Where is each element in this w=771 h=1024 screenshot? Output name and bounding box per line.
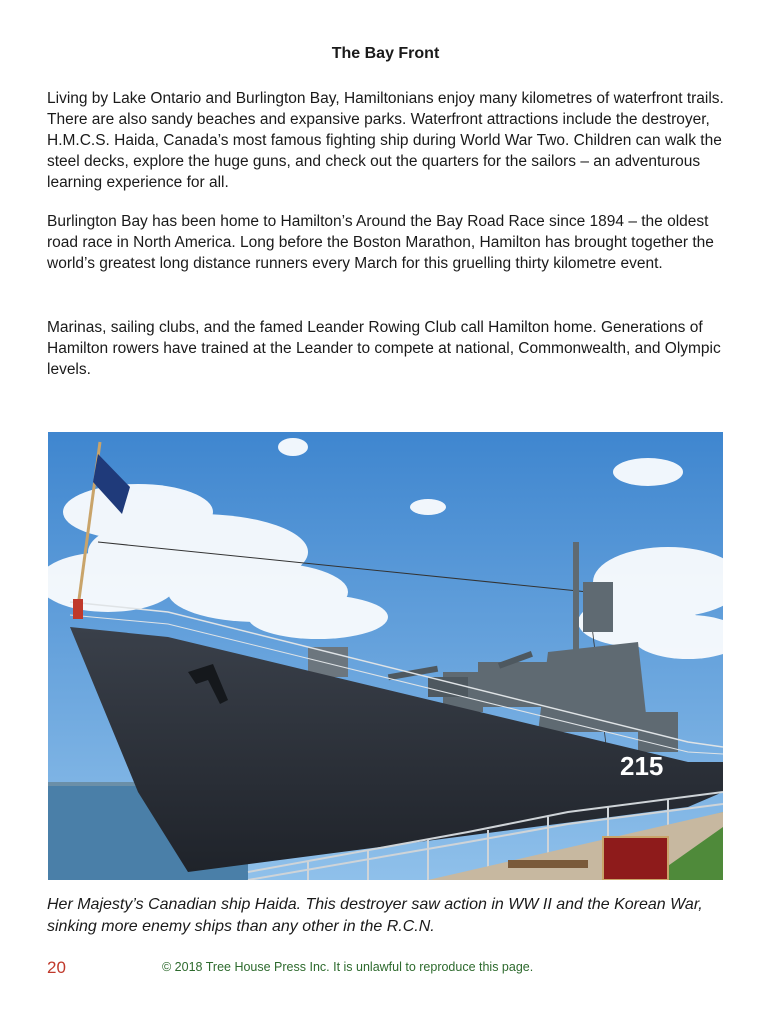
hull-number: 215 [620, 751, 664, 781]
paragraph-road-race: Burlington Bay has been home to Hamilton’s Around the Bay Road Race since 1894 – the oldest road race in North America. Long before the Boston Marathon, Hamilton has brought together the world’s greatest long distance runners every March for this gruelling thirty kilometre event. [47, 213, 714, 272]
haida-destroyer-photo [48, 432, 723, 880]
paragraph-waterfront: Living by Lake Ontario and Burlington Bay, Hamiltonians enjoy many kilometres of waterfront trails. There are also sandy beaches and expansive parks. Waterfront attractions include the destroyer, H.M.C.S. Haida, Canada’s most famous fighting ship during World War Two. Children can walk the steel decks, explore the huge guns, and check out the quarters for the sailors – an adventurous learning experience for all. [47, 90, 724, 191]
page-title: The Bay Front [331, 45, 440, 62]
page-number: 20 [47, 958, 66, 977]
bow-light [73, 599, 83, 619]
photo-caption: Her Majesty’s Canadian ship Haida. This destroyer saw action in WW II and the Korean War, sinking more enemy ships than any other in the R.C.N. [47, 896, 703, 935]
historic-plaque [603, 837, 668, 880]
paragraph-rowing: Marinas, sailing clubs, and the famed Leander Rowing Club call Hamilton home. Generations of Hamilton rowers have trained at the Leander to compete at national, Commonwealth, and Olympic levels. [47, 319, 721, 378]
copyright-notice: © 2018 Tree House Press Inc. It is unlawful to reproduce this page. [162, 960, 534, 974]
picnic-table [508, 860, 588, 868]
